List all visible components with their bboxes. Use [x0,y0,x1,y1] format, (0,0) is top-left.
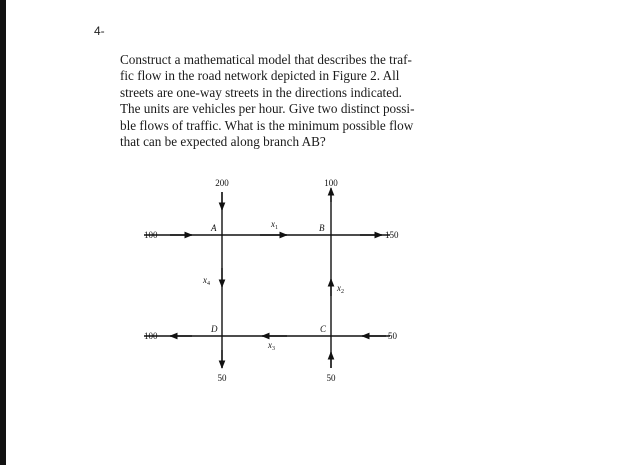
flow-top-left: 200 [215,178,229,188]
problem-line: Construct a mathematical model that describes the traf- [120,52,412,67]
problem-number: 4- [94,24,105,38]
flow-right-bottom: 50 [388,331,397,341]
var-x2-base: x [337,283,341,293]
var-x3-base: x [268,340,272,350]
var-x3-sub: 3 [272,346,275,352]
var-x4-sub: 4 [207,281,210,287]
var-x1-sub: 1 [275,225,278,231]
flow-top-right: 100 [324,178,338,188]
var-x3 [267,340,275,352]
flow-left-bottom: 100 [144,331,158,341]
problem-line: streets are one-way streets in the directions indicated. [120,84,402,100]
var-x4 [202,275,210,287]
flow-left-top: 100 [144,230,158,240]
var-x1 [270,219,278,231]
node-b: B [319,223,325,233]
flow-bottom-left: 50 [217,373,227,383]
node-a: A [211,223,217,233]
flow-right-top: 150 [385,230,399,240]
node-d: D [211,324,218,334]
var-x1-base: x [271,219,275,229]
problem-line: fic flow in the road network depicted in Figure 2. All [120,68,400,84]
node-c: C [320,324,327,334]
left-edge-bar [0,0,6,465]
problem-line: ble flows of traffic. What is the minimum possible flow [120,117,414,133]
problem-statement [120,52,480,150]
var-x2 [336,283,344,295]
var-x2-sub: 2 [341,289,344,295]
var-x4-base: x [203,275,207,285]
flow-bottom-right: 50 [326,373,336,383]
problem-line: The units are vehicles per hour. Give two distinct possi- [120,101,415,117]
problem-line: that can be expected along branch AB? [120,134,326,150]
road-network-figure [130,168,430,393]
